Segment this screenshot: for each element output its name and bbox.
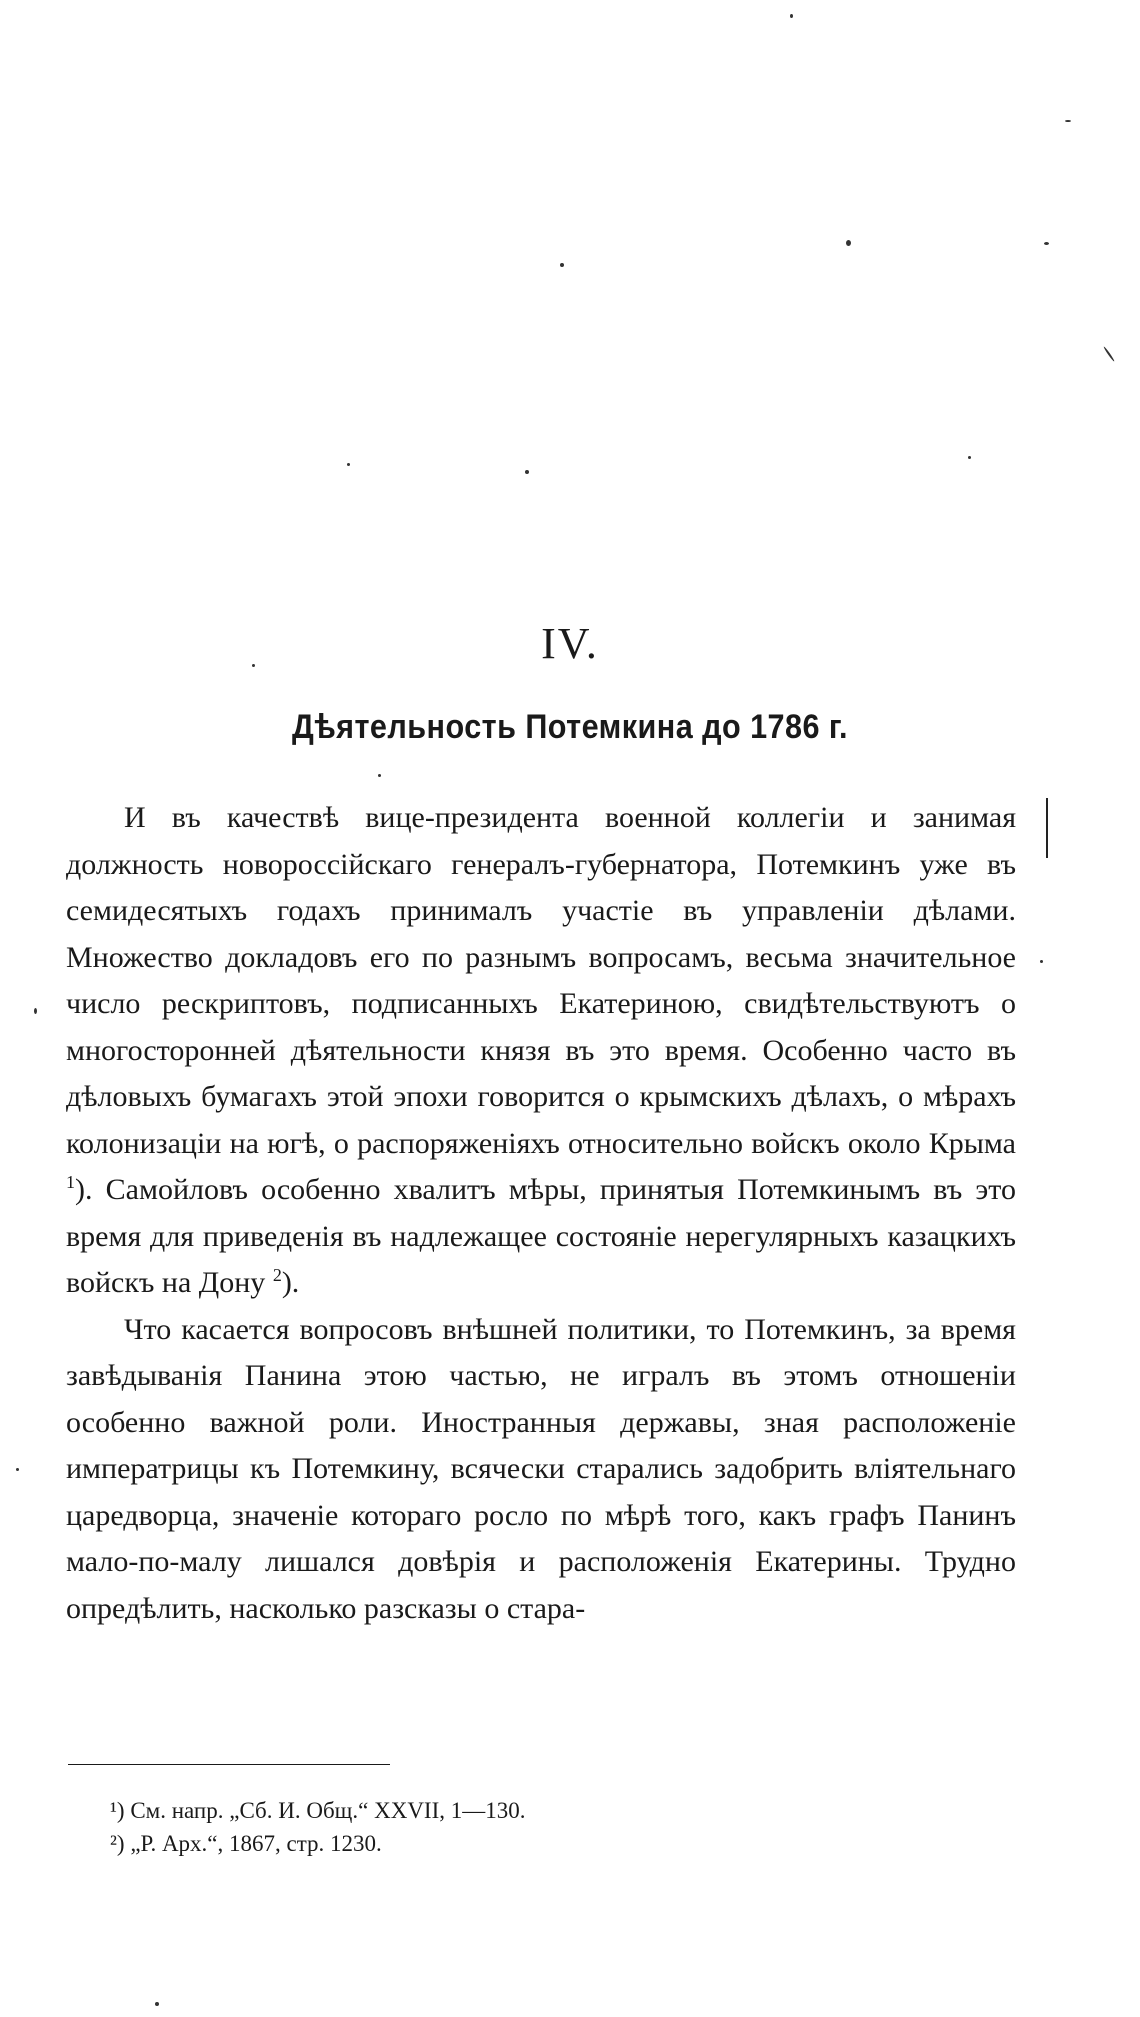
chapter-title: Дѣятельность Потемкина до 1786 г. <box>291 708 849 746</box>
paragraph-text: Что касается вопросовъ внѣшней политики, то Потемкинъ, за время завѣдыванія Панина этою частью, не игралъ въ этомъ отношеніи особенно важной роли. Иностранныя державы, зная расположеніе императрицы къ Потемкину, всячески старались задобрить вліятельнаго царедворца, значеніе котораго росло по мѣрѣ того, какъ графъ Панинъ мало-по-малу лишался довѣрія и расположенія Екатерины. Трудно опредѣлить, насколько разсказы о стара- <box>66 1312 1016 1625</box>
footnote-marker: ²) <box>110 1831 125 1856</box>
scan-speck <box>155 2002 159 2006</box>
scan-speck <box>1044 242 1049 245</box>
footnote-ref: 1 <box>66 1172 75 1192</box>
scan-speck <box>968 456 971 459</box>
footnote-marker: ¹) <box>110 1798 125 1823</box>
footnotes <box>110 1794 1010 1860</box>
paragraph-text: ). Самойловъ особенно хвалитъ мѣры, принятыя Потемкинымъ въ это время для приведенія въ надлежащее состояніе нерегулярныхъ казацкихъ войскъ на Дону <box>66 1173 1016 1299</box>
footnote-divider <box>68 1764 390 1765</box>
scan-speck <box>34 1008 37 1014</box>
footnote <box>110 1794 1010 1827</box>
scan-speck <box>525 470 529 474</box>
body-text <box>66 795 1016 1632</box>
paragraph <box>66 1307 1016 1633</box>
scan-speck <box>378 774 381 777</box>
scan-speck <box>347 463 350 466</box>
scan-speck <box>16 1468 19 1471</box>
footnote-text: „Р. Арх.“, 1867, стр. 1230. <box>130 1831 382 1856</box>
scan-speck <box>560 263 564 267</box>
scan-speck <box>1065 120 1071 122</box>
scan-speck <box>790 14 793 18</box>
paragraph-text: ). <box>281 1266 300 1299</box>
paragraph-text: И въ качествѣ вице-президента военной коллегіи и занимая должность новороссійскаго генералъ-губернатора, Потемкинъ уже въ семидесятыхъ годахъ принималъ участіе въ управленіи дѣлами. Множество докладовъ его по разнымъ вопросамъ, весьма значительное число рескриптовъ, подписанныхъ Екатериною, свидѣтельствуютъ о многосторонней дѣятельности князя въ это время. Особенно часто въ дѣловыхъ бумагахъ этой эпохи говорится о крымскихъ дѣлахъ, о мѣрахъ колонизаціи на югѣ, о распоряженіяхъ относительно войскъ около Крыма <box>66 801 1016 1160</box>
paragraph <box>66 795 1016 1307</box>
scan-speck <box>1103 346 1115 362</box>
footnote <box>110 1827 1010 1860</box>
scan-speck <box>1040 960 1043 963</box>
scan-speck <box>846 240 851 246</box>
footnote-text: См. напр. „Сб. И. Общ.“ XXVII, 1—130. <box>130 1798 526 1823</box>
chapter-number: IV. <box>541 619 599 668</box>
margin-mark <box>1046 798 1048 858</box>
footnote-ref: 2 <box>272 1265 282 1285</box>
